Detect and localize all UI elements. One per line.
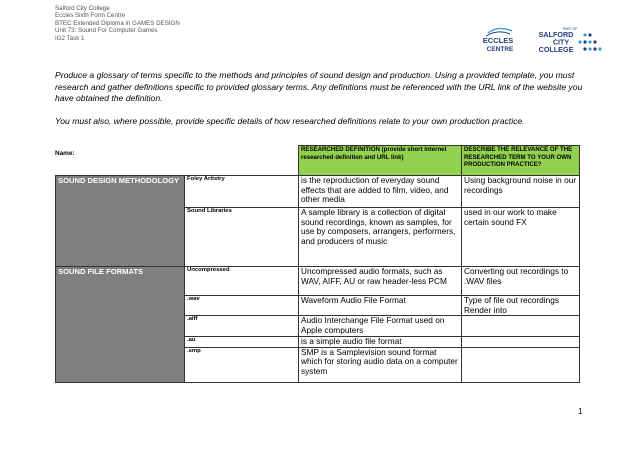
term-cell: Uncompressed	[185, 267, 299, 296]
term-cell: .au	[185, 337, 299, 348]
instruction-paragraph: Produce a glossary of terms specific to the methods and principles of sound design and production. Using a provided template, you must research and gather definitions specific to provided glossary terms. Any definitions must be referenced with the URL link of the website you have obtained the definition.	[55, 70, 583, 104]
header-line: IG2 Task 1	[55, 34, 85, 42]
header-line: Unit 73: Sound For Computer Games	[55, 27, 158, 35]
relevance-cell[interactable]	[462, 337, 580, 348]
svg-text:SALFORD: SALFORD	[538, 30, 574, 39]
name-label: Name:	[55, 150, 75, 157]
definition-cell[interactable]: A sample library is a collection of digital sound recordings, known as samples, for use by composers, arrangers, performers, and producers of music	[299, 208, 462, 267]
instruction-paragraph: You must also, where possible, provide specific details of how researched definitions relate to your own production practice.	[55, 115, 525, 126]
table-row	[56, 267, 580, 296]
relevance-cell[interactable]: Converting out recordings to .WAV files	[462, 267, 580, 296]
definition-cell[interactable]: Waveform Audio File Format	[299, 296, 462, 316]
svg-text:CENTRE: CENTRE	[486, 46, 514, 53]
svg-text:PART OF: PART OF	[562, 27, 578, 31]
svg-text:ECCLES: ECCLES	[482, 36, 514, 45]
term-cell: Foley Artistry	[185, 176, 299, 208]
header-line: Eccles Sixth Form Centre	[55, 12, 126, 20]
page-number: 1	[578, 407, 583, 416]
task-instructions	[55, 70, 590, 127]
header-line: Salford City College	[55, 5, 110, 12]
category-sound-file-formats: SOUND FILE FORMATS	[56, 267, 185, 383]
svg-text:CITY: CITY	[552, 37, 570, 47]
relevance-cell[interactable]: Using background noise in our recordings	[462, 176, 580, 208]
term-cell: .smp	[185, 347, 299, 382]
blank-cell	[185, 146, 299, 176]
header-line: BTEC Extended Diploma in GAMES DESIGN	[55, 19, 180, 27]
salford-city-college-logo	[530, 25, 602, 55]
relevance-cell[interactable]: used in our work to make certain sound FX	[462, 208, 580, 267]
definition-cell[interactable]: SMP is a Samplevision sound format which for storing audio data on a computer system	[299, 347, 462, 382]
definition-column-header: RESEARCHED DEFINITION (provide short internet researched definition and URL link)	[299, 146, 462, 176]
definition-cell[interactable]: Uncompressed audio formats, such as WAV, AIFF, AU or raw header-less PCM	[299, 267, 462, 296]
definition-cell[interactable]: is the reproduction of everyday sound effects that are added to film, video, and other media	[299, 176, 462, 208]
name-field-cell[interactable]	[56, 146, 185, 176]
svg-text:COLLEGE: COLLEGE	[538, 45, 574, 54]
definition-cell[interactable]: is a simple audio file format	[299, 337, 462, 348]
category-sound-design-methodology: SOUND DESIGN METHODOLOGY	[56, 176, 185, 267]
document-header-info	[55, 5, 180, 42]
definition-cell[interactable]: Audio Interchange File Format used on Apple computers	[299, 316, 462, 337]
relevance-cell[interactable]	[462, 347, 580, 382]
glossary-table	[55, 145, 580, 383]
relevance-cell[interactable]	[462, 316, 580, 337]
term-cell: .wav	[185, 296, 299, 316]
term-cell: .aiff	[185, 316, 299, 337]
term-cell: Sound Libraries	[185, 208, 299, 267]
relevance-cell[interactable]: Type of file out recordings Render into	[462, 296, 580, 316]
table-row	[56, 176, 580, 208]
table-header-row	[56, 146, 580, 176]
eccles-centre-logo	[478, 27, 518, 53]
relevance-column-header: DESCRIBE THE RELEVANCE OF THE RESEARCHED TERM TO YOUR OWN PRODUCTION PRACTICE?	[462, 146, 580, 176]
